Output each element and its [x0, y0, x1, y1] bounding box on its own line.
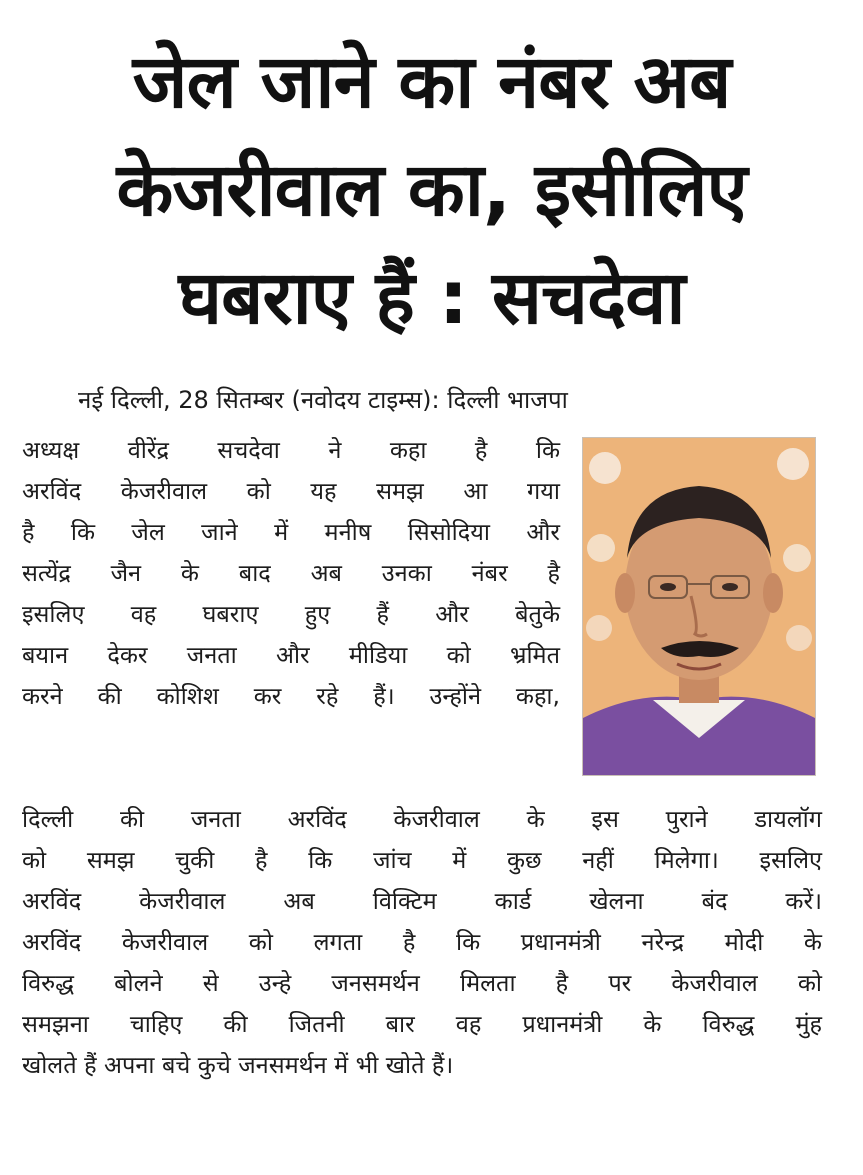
article-line: अरविंद केजरीवाल अब विक्टिम कार्ड खेलना बंद करें। — [22, 887, 822, 915]
article-line: करने की कोशिश कर रहे हैं। उन्होंने कहा, — [22, 682, 560, 710]
dateline: नई दिल्ली, 28 सितम्बर (नवोदय टाइम्स): दिल्ली भाजपा — [78, 386, 568, 414]
portrait-illustration — [583, 438, 815, 775]
article-line: दिल्ली की जनता अरविंद केजरीवाल के इस पुराने डायलॉग — [22, 805, 822, 833]
headline — [20, 28, 843, 352]
article-line: है कि जेल जाने में मनीष सिसोदिया और — [22, 518, 560, 546]
article-line: सत्येंद्र जैन के बाद अब उनका नंबर है — [22, 559, 560, 587]
headline-line-3: घबराए हैं : सचदेवा — [178, 255, 685, 341]
article-line: अरविंद केजरीवाल को यह समझ आ गया — [22, 477, 560, 505]
headline-line-1: जेल जाने का नंबर अब — [132, 39, 731, 125]
headline-line-2: केजरीवाल का, इसीलिए — [116, 147, 747, 233]
article-full-column — [22, 799, 822, 1086]
article-line: को समझ चुकी है कि जांच में कुछ नहीं मिलेगा। इसलिए — [22, 846, 822, 874]
article-line: खोलते हैं अपना बचे कुचे जनसमर्थन में भी खोते हैं। — [22, 1051, 454, 1079]
article-line: बयान देकर जनता और मीडिया को भ्रमित — [22, 641, 560, 669]
article-line: इसलिए वह घबराए हुए हैं और बेतुके — [22, 600, 560, 628]
article-line: समझना चाहिए की जितनी बार वह प्रधानमंत्री के विरुद्ध मुंह — [22, 1010, 822, 1038]
article-line: विरुद्ध बोलने से उन्हे जनसमर्थन मिलता है पर केजरीवाल को — [22, 969, 822, 997]
portrait-photo — [582, 437, 816, 776]
article-left-column — [22, 430, 560, 717]
article-line: अध्यक्ष वीरेंद्र सचदेवा ने कहा है कि — [22, 436, 560, 464]
article-line: अरविंद केजरीवाल को लगता है कि प्रधानमंत्री नरेन्द्र मोदी के — [22, 928, 822, 956]
